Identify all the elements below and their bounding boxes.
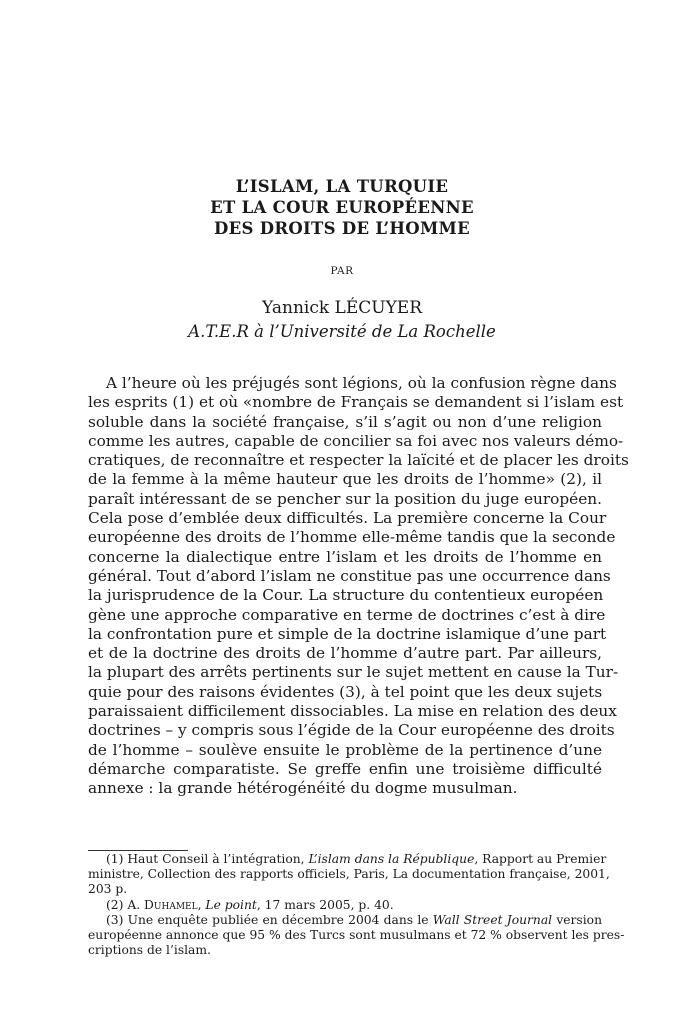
- title-line: L’ISLAM, LA TURQUIE: [235, 177, 449, 196]
- body-line: de l’homme – soulève ensuite le problème de la pertinence d’une: [88, 740, 602, 759]
- author-affiliation: A.T.E.R à l’Université de La Rochelle: [188, 322, 496, 341]
- author-name: Yannick LÉCUYER: [261, 298, 423, 318]
- footnote-3-cont: criptions de l’islam.: [88, 943, 211, 958]
- footnotes: [88, 852, 625, 958]
- body-line: la confrontation pure et simple de la doctrine islamique d’une part: [88, 624, 607, 643]
- body-line: cratiques, de reconnaître et respecter la laïcité et de placer les droits: [88, 451, 629, 470]
- footnote-2: [88, 898, 602, 913]
- footnote-text: (3) Une enquête publiée en décembre 2004 dans le: [106, 912, 433, 927]
- footnote-3: [88, 913, 602, 928]
- body-line: paraît intéressant de se pencher sur la position du juge européen.: [88, 489, 602, 508]
- title-line: ET LA COUR EUROPÉENNE: [210, 198, 474, 217]
- footnote-italic: Le point: [205, 897, 257, 912]
- body-paragraph: [88, 374, 629, 799]
- body-line: la plupart des arrêts pertinents sur le sujet mettent en cause la Tur-: [88, 663, 619, 682]
- footnote-author: Duhamel: [144, 897, 198, 912]
- footnote-italic: Wall Street Journal: [432, 912, 553, 927]
- body-line: général. Tout d’abord l’islam ne constitue pas une occurrence dans: [88, 566, 611, 585]
- body-line: la jurisprudence de la Cour. La structure du contentieux européen: [88, 586, 604, 605]
- footnote-text: (2) A.: [106, 897, 145, 912]
- article-title: [0, 176, 684, 239]
- body-line: démarche comparatiste. Se greffe enfin une troisième difficulté: [88, 759, 602, 778]
- body-line: paraissaient difficilement dissociables. La mise en relation des deux: [88, 702, 617, 721]
- body-line: doctrines – y compris sous l’égide de la Cour européenne des droits: [88, 721, 615, 740]
- footnote-text: , 17 mars 2005, p. 40.: [256, 897, 394, 912]
- body-line: et de la doctrine des droits de l’homme d’autre part. Par ailleurs,: [88, 644, 602, 663]
- footnote-3-cont: européenne annonce que 95 % des Turcs sont musulmans et 72 % observent les pres-: [88, 927, 625, 942]
- footnote-1: [88, 852, 607, 867]
- footnote-italic: L’islam dans la République: [308, 852, 475, 866]
- footnote-text: ,: [197, 897, 206, 912]
- body-line: annexe : la grande hétérogénéité du dogme musulman.: [88, 779, 518, 798]
- footnote-1-cont: 203 p.: [88, 882, 128, 897]
- body-line: de la femme à la même hauteur que les droits de l’homme» (2), il: [88, 470, 602, 489]
- body-line: Cela pose d’emblée deux difficultés. La première concerne la Cour: [88, 509, 607, 528]
- body-line: comme les autres, capable de concilier sa foi avec nos valeurs démo-: [88, 431, 624, 450]
- footnote-1-cont: ministre, Collection des rapports officiels, Paris, La documentation française, 2001,: [88, 867, 610, 882]
- footnote-text: version: [552, 912, 602, 927]
- footnote-separator: [88, 850, 188, 851]
- title-line: DES DROITS DE L’HOMME: [214, 219, 470, 238]
- body-line: gène une approche comparative en terme de doctrines c’est à dire: [88, 605, 606, 624]
- body-line: européenne des droits de l’homme elle-même tandis que la seconde: [88, 528, 616, 547]
- body-line: soluble dans la société française, s’il s’agit ou non d’une religion: [88, 412, 602, 431]
- footnote-text: (1) Haut Conseil à l’intégration,: [106, 852, 309, 866]
- body-line: A l’heure où les préjugés sont légions, où la confusion règne dans: [106, 374, 617, 392]
- footnote-text: , Rapport au Premier: [474, 852, 607, 866]
- by-label: PAR: [330, 265, 354, 277]
- body-line: les esprits (1) et où «nombre de Français se demandent si l’islam est: [88, 393, 624, 412]
- body-line: concerne la dialectique entre l’islam et les droits de l’homme en: [88, 547, 602, 566]
- body-line: quie pour des raisons évidentes (3), à tel point que les deux sujets: [88, 682, 603, 701]
